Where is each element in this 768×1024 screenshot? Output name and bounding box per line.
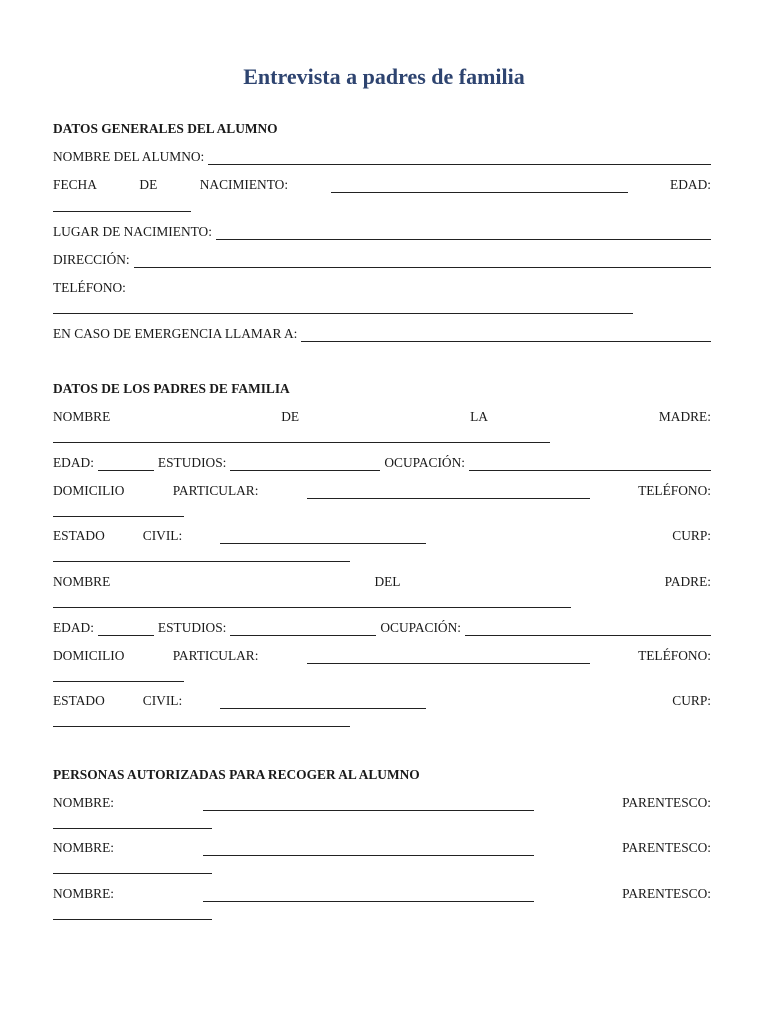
father-name-field[interactable] [53, 606, 571, 608]
father-age-label: EDAD: [53, 620, 94, 635]
emergency-field[interactable] [301, 329, 711, 342]
mother-name-label-3: LA [470, 409, 488, 424]
student-name-row [53, 147, 711, 165]
mother-name-label-1: NOMBRE [53, 409, 111, 424]
mother-name-field[interactable] [53, 441, 550, 443]
mother-age-label: EDAD: [53, 455, 94, 470]
father-civil-field[interactable] [220, 696, 426, 709]
father-home-label-1: DOMICILIO [53, 648, 125, 663]
age-field[interactable] [53, 210, 191, 212]
section-heading-student: DATOS GENERALES DEL ALUMNO [53, 121, 278, 136]
section-heading-authorized: PERSONAS AUTORIZADAS PARA RECOGER AL ALUMNO [53, 767, 420, 782]
father-home-label-2: PARTICULAR: [172, 648, 259, 663]
father-name-label-1: NOMBRE [53, 574, 111, 589]
father-curp-field[interactable] [53, 725, 350, 727]
document-title: Entrevista a padres de familia [243, 64, 525, 89]
father-name-label-2: DEL [374, 574, 401, 589]
authorized-relationship-field[interactable] [53, 872, 212, 874]
mother-civil-row [53, 526, 711, 544]
birth-date-label-3: NACIMIENTO: [199, 177, 289, 192]
father-name-row [53, 572, 711, 590]
mother-occupation-label: OCUPACIÓN: [384, 455, 465, 470]
birth-date-label-1: FECHA [53, 177, 97, 192]
mother-curp-label: CURP: [672, 528, 711, 543]
mother-occupation-field[interactable] [469, 458, 711, 471]
mother-phone-label: TELÉFONO: [638, 483, 711, 498]
mother-civil-label-1: ESTADO [53, 528, 105, 543]
birth-place-row [53, 222, 711, 240]
authorized-relationship-label: PARENTESCO: [622, 886, 711, 901]
father-studies-label: ESTUDIOS: [157, 620, 227, 635]
father-studies-field[interactable] [230, 623, 376, 636]
birth-place-label: LUGAR DE NACIMIENTO: [53, 224, 212, 239]
mother-home-label-1: DOMICILIO [53, 483, 125, 498]
father-age-field[interactable] [98, 623, 154, 636]
address-row [53, 250, 711, 268]
father-occupation-label: OCUPACIÓN: [380, 620, 461, 635]
authorized-name-label: NOMBRE: [53, 795, 115, 810]
mother-name-label-2: DE [281, 409, 300, 424]
mother-studies-field[interactable] [230, 458, 380, 471]
address-label: DIRECCIÓN: [53, 252, 130, 267]
emergency-row [53, 324, 711, 342]
mother-home-label-2: PARTICULAR: [172, 483, 259, 498]
father-phone-field[interactable] [53, 680, 184, 682]
father-civil-row [53, 691, 711, 709]
student-name-label: NOMBRE DEL ALUMNO: [53, 149, 205, 164]
father-name-label-3: PADRE: [664, 574, 711, 589]
mother-civil-label-2: CIVIL: [142, 528, 183, 543]
birth-date-row [53, 175, 711, 193]
student-name-field[interactable] [208, 152, 711, 165]
mother-home-field[interactable] [307, 486, 590, 499]
father-home-row [53, 646, 711, 664]
birth-place-field[interactable] [216, 227, 711, 240]
father-occupation-field[interactable] [465, 623, 711, 636]
authorized-name-label: NOMBRE: [53, 840, 115, 855]
father-home-field[interactable] [307, 651, 590, 664]
mother-name-row [53, 407, 711, 425]
address-field[interactable] [134, 255, 711, 268]
father-civil-label-1: ESTADO [53, 693, 105, 708]
mother-curp-field[interactable] [53, 560, 350, 562]
authorized-relationship-label: PARENTESCO: [622, 795, 711, 810]
authorized-name-field[interactable] [203, 889, 534, 902]
mother-age-field[interactable] [98, 458, 154, 471]
authorized-relationship-label: PARENTESCO: [622, 840, 711, 855]
mother-home-row [53, 481, 711, 499]
phone-row [53, 278, 711, 296]
birth-date-label-2: DE [139, 177, 158, 192]
authorized-relationship-field[interactable] [53, 918, 212, 920]
father-curp-label: CURP: [672, 693, 711, 708]
authorized-row-1 [53, 793, 711, 811]
mother-name-label-4: MADRE: [658, 409, 711, 424]
authorized-name-field[interactable] [203, 843, 534, 856]
father-age-row [53, 618, 711, 636]
phone-field[interactable] [53, 312, 633, 314]
mother-phone-field[interactable] [53, 515, 184, 517]
mother-studies-label: ESTUDIOS: [157, 455, 227, 470]
section-heading-parents: DATOS DE LOS PADRES DE FAMILIA [53, 381, 290, 396]
authorized-name-field[interactable] [203, 798, 534, 811]
mother-civil-field[interactable] [220, 531, 426, 544]
authorized-row-3 [53, 884, 711, 902]
father-civil-label-2: CIVIL: [142, 693, 183, 708]
age-label: EDAD: [670, 177, 711, 192]
authorized-name-label: NOMBRE: [53, 886, 115, 901]
father-phone-label: TELÉFONO: [638, 648, 711, 663]
birth-date-field[interactable] [331, 180, 628, 193]
authorized-relationship-field[interactable] [53, 827, 212, 829]
emergency-label: EN CASO DE EMERGENCIA LLAMAR A: [53, 326, 298, 341]
mother-age-row [53, 453, 711, 471]
phone-label: TELÉFONO: [53, 280, 126, 295]
authorized-row-2 [53, 838, 711, 856]
